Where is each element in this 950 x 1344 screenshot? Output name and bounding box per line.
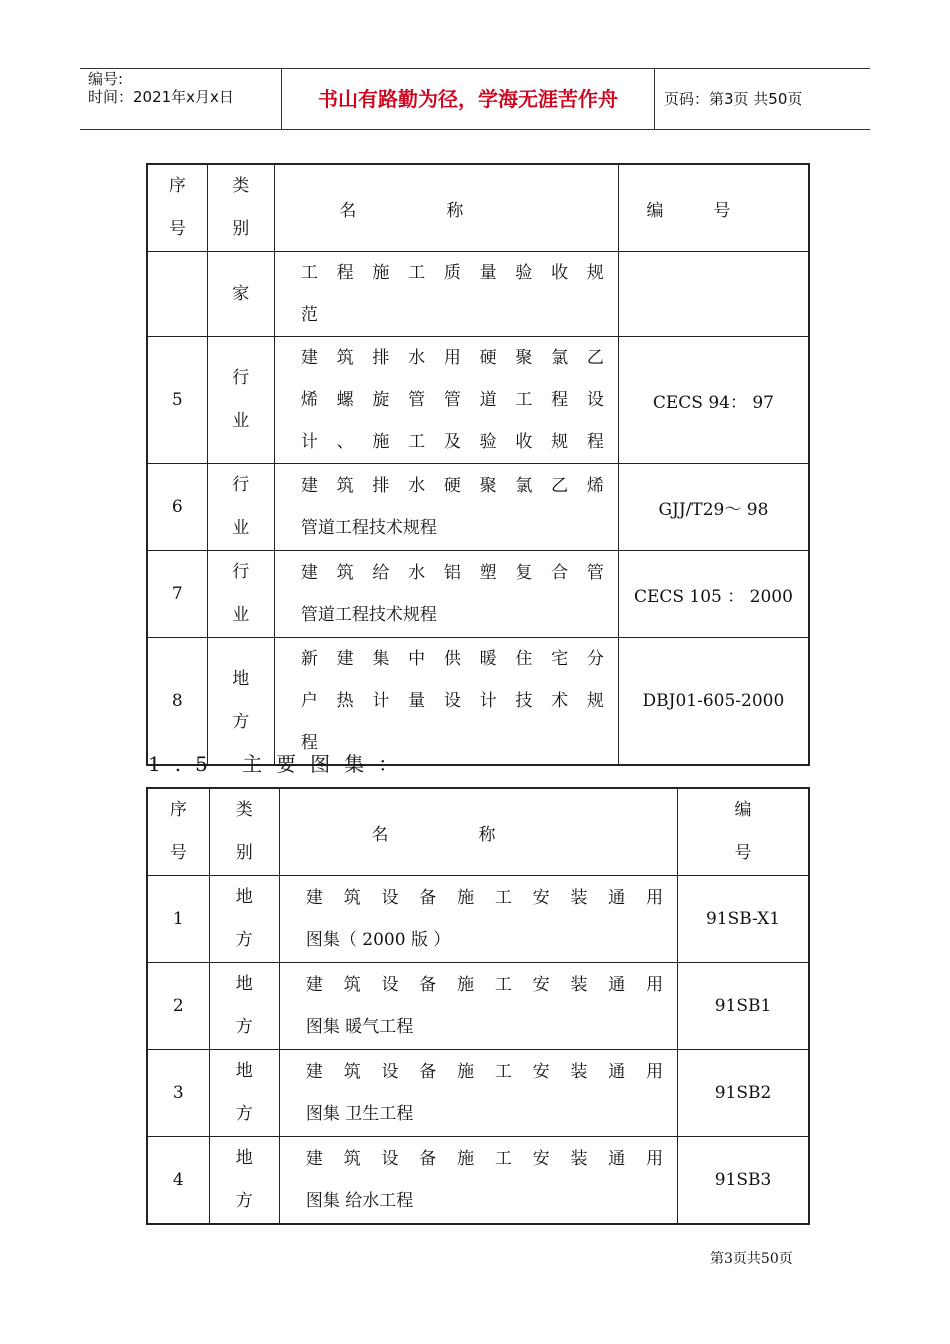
row-code: GJJ/T29～ 98 bbox=[618, 464, 809, 551]
atlas-table bbox=[146, 787, 810, 1225]
row-code: 91SB-X1 bbox=[678, 876, 809, 963]
number-label: 编号: bbox=[88, 70, 124, 88]
row-seq: 1 bbox=[147, 876, 209, 963]
row-name: 新建集中供暖住宅分 户热计量设计技术规 程 bbox=[274, 638, 618, 766]
table-row bbox=[147, 963, 809, 1050]
header-divider bbox=[654, 69, 655, 129]
header-code: 编 号 bbox=[678, 788, 809, 876]
row-category: 行 业 bbox=[207, 337, 274, 464]
header-seq: 序 号 bbox=[147, 788, 209, 876]
row-code: CECS 105 ： 2000 bbox=[618, 551, 809, 638]
row-category: 地 方 bbox=[209, 1050, 279, 1137]
row-category: 地 方 bbox=[209, 963, 279, 1050]
row-name: 建筑给水铝塑复合管 管道工程技术规程 bbox=[274, 551, 618, 638]
row-category: 地 方 bbox=[209, 876, 279, 963]
header-category: 类 别 bbox=[207, 164, 274, 252]
header-motto: 书山有路勤为径，学海无涯苦作舟 bbox=[318, 87, 618, 111]
row-name: 建筑设备施工安装通用 图集 给水工程 bbox=[279, 1137, 677, 1225]
header-seq: 序 号 bbox=[147, 164, 207, 252]
table-header-row bbox=[147, 164, 809, 252]
header-page-info: 页码：第3页 共50页 bbox=[664, 90, 803, 108]
page-footer: 第3页共50页 bbox=[710, 1251, 793, 1267]
row-seq: 5 bbox=[147, 337, 207, 464]
standards-table bbox=[146, 163, 810, 766]
table-header-row bbox=[147, 788, 809, 876]
row-code bbox=[618, 252, 809, 337]
row-code: 91SB2 bbox=[678, 1050, 809, 1137]
table-row bbox=[147, 337, 809, 464]
row-seq: 3 bbox=[147, 1050, 209, 1137]
table-row bbox=[147, 1137, 809, 1225]
row-category: 行 业 bbox=[207, 464, 274, 551]
row-category: 行 业 bbox=[207, 551, 274, 638]
header-name: 名称 bbox=[274, 164, 618, 252]
table-row bbox=[147, 1050, 809, 1137]
date-line: 时间：2021年x月x日 bbox=[88, 88, 234, 106]
table-row bbox=[147, 551, 809, 638]
table-row bbox=[147, 638, 809, 766]
header-category: 类 别 bbox=[209, 788, 279, 876]
row-seq: 6 bbox=[147, 464, 207, 551]
table-row bbox=[147, 252, 809, 337]
row-code: CECS 94： 97 bbox=[618, 337, 809, 464]
header-meta bbox=[80, 69, 280, 129]
row-code: 91SB1 bbox=[678, 963, 809, 1050]
row-name: 建筑设备施工安装通用 图集 卫生工程 bbox=[279, 1050, 677, 1137]
row-code: 91SB3 bbox=[678, 1137, 809, 1225]
row-category: 地 方 bbox=[207, 638, 274, 766]
row-category: 家 bbox=[207, 252, 274, 337]
row-category: 地 方 bbox=[209, 1137, 279, 1225]
row-name: 建筑设备施工安装通用 图集 暖气工程 bbox=[279, 963, 677, 1050]
row-name: 建筑排水用硬聚氯乙 烯螺旋管管道工程设 计、施工及验收规程 bbox=[274, 337, 618, 464]
row-seq: 7 bbox=[147, 551, 207, 638]
section-title: 1.5 主要图集： bbox=[148, 752, 413, 776]
row-name: 建筑排水硬聚氯乙烯 管道工程技术规程 bbox=[274, 464, 618, 551]
row-seq bbox=[147, 252, 207, 337]
header-code: 编号 bbox=[618, 164, 809, 252]
row-seq: 4 bbox=[147, 1137, 209, 1225]
table-row bbox=[147, 464, 809, 551]
page-header bbox=[80, 68, 870, 130]
row-seq: 2 bbox=[147, 963, 209, 1050]
header-name: 名称 bbox=[279, 788, 677, 876]
row-name: 建筑设备施工安装通用 图集（ 2000 版 ） bbox=[279, 876, 677, 963]
table-row bbox=[147, 876, 809, 963]
row-code: DBJ01-605-2000 bbox=[618, 638, 809, 766]
row-name: 工程施工质量验收规 范 bbox=[274, 252, 618, 337]
row-seq: 8 bbox=[147, 638, 207, 766]
